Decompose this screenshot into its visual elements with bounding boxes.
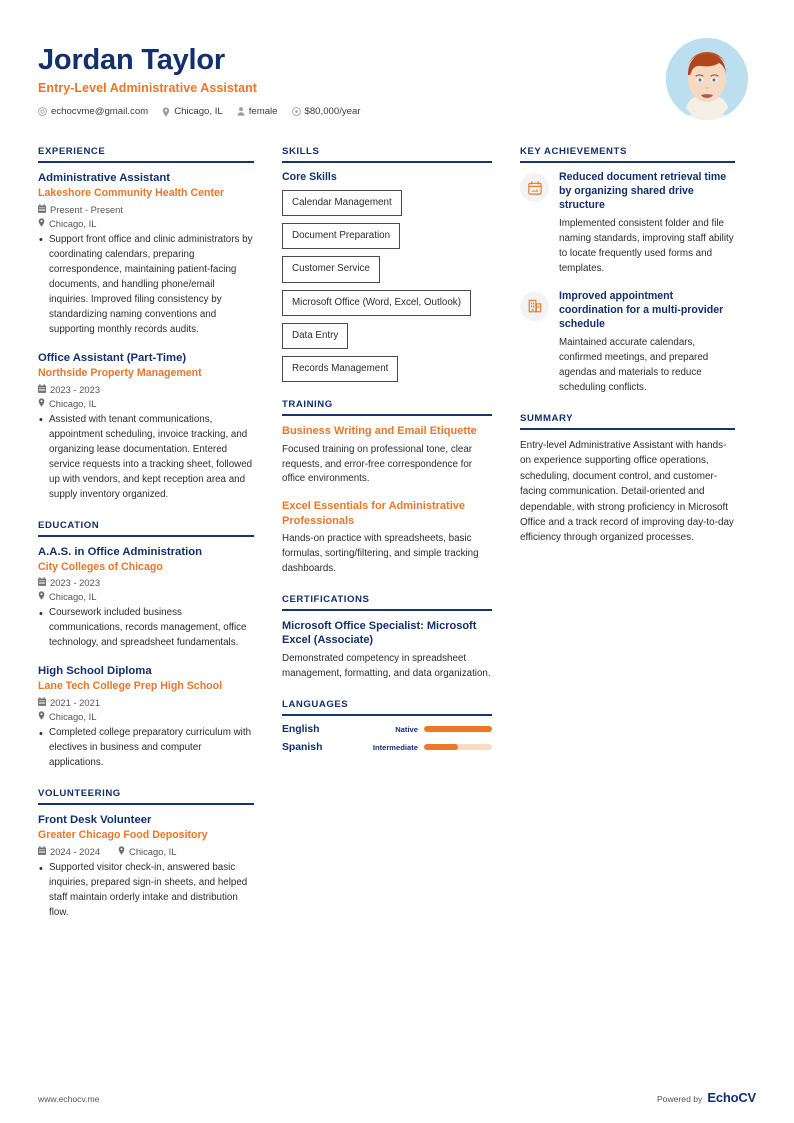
contact-salary-text: $80,000/year: [304, 106, 361, 118]
section-title-experience: EXPERIENCE: [38, 146, 254, 163]
skill-tag: Customer Service: [282, 256, 380, 282]
entry-title: Administrative Assistant: [38, 172, 171, 184]
section-education: [38, 520, 254, 772]
bullet-item: • Completed college preparatory curriculum with electives in business and computer applications.: [38, 726, 254, 771]
building-icon: [520, 292, 549, 321]
entry-bullets: [38, 861, 254, 921]
entry-location-text: Chicago, IL: [49, 397, 97, 409]
language-name: English: [282, 723, 320, 735]
section-languages: [282, 699, 492, 753]
calendar-icon: [38, 384, 46, 395]
section-training: [282, 399, 492, 577]
entry-organization: Greater Chicago Food Depository: [38, 829, 208, 842]
entry-bullets: [38, 233, 254, 338]
section-title-languages: LANGUAGES: [282, 699, 492, 716]
section-title-education: EDUCATION: [38, 520, 254, 537]
education-entry: [38, 664, 254, 771]
entry-organization: Lakeshore Community Health Center: [38, 187, 225, 200]
section-key-achievements: [520, 146, 735, 396]
experience-entry: [38, 351, 254, 503]
language-bar-fill: [424, 726, 492, 732]
entry-location: [38, 398, 254, 409]
entry-location: [38, 591, 254, 602]
entry-bullets: [38, 413, 254, 503]
entry-location: [118, 846, 176, 857]
entry-location: [38, 218, 254, 229]
language-name: Spanish: [282, 741, 323, 753]
achievement-item: [520, 171, 735, 277]
location-icon: [162, 107, 170, 117]
column-left: [38, 146, 254, 938]
achievement-title: Reduced document retrieval time by organizing shared drive structure: [559, 171, 727, 211]
entry-dates: [38, 846, 100, 857]
entry-dates-text: 2024 - 2024: [50, 846, 101, 858]
resume-header: [38, 36, 756, 120]
contact-email: [38, 106, 148, 117]
training-item: [282, 499, 492, 577]
entry-dates-text: 2023 - 2023: [50, 577, 101, 589]
location-icon: [38, 591, 45, 602]
volunteering-entry: [38, 813, 254, 921]
summary-text: Entry-level Administrative Assistant with hands-on experience supporting office operations, scheduling, document control, and customer-facing communication. Detail-oriented and dependable, with strong proficiency in Microsoft Office and a track record of improving day-to-day efficiency through organized processes.: [520, 439, 734, 544]
contact-email-text: echocvme@gmail.com: [51, 106, 149, 118]
entry-location: [38, 711, 254, 722]
achievement-body: [559, 290, 735, 396]
section-skills: [282, 146, 492, 382]
section-summary: [520, 413, 735, 546]
certification-item: [282, 619, 492, 682]
calendar-icon: [38, 697, 46, 708]
training-name: Excel Essentials for Administrative Professionals: [282, 500, 465, 527]
skill-tag: Records Management: [282, 356, 398, 382]
section-certifications: [282, 594, 492, 682]
entry-location-text: Chicago, IL: [129, 846, 177, 858]
page-title: Jordan Taylor: [38, 44, 226, 76]
section-title-summary: SUMMARY: [520, 413, 735, 430]
skills-subheading: Core Skills: [282, 171, 337, 183]
resume-columns: [38, 146, 756, 938]
achievement-description: Implemented consistent folder and file naming standards, improving staff ability to locate frequently used forms and templates.: [559, 217, 734, 274]
job-title: Entry-Level Administrative Assistant: [38, 81, 257, 96]
language-level: Native: [395, 724, 418, 734]
language-level: Intermediate: [372, 742, 418, 752]
bullet-item: • Supported visitor check-in, answered basic inquiries, prepared sign-in sheets, and helped staff maintain orderly intake and distribution flow.: [38, 861, 254, 921]
training-name: Business Writing and Email Etiquette: [282, 425, 477, 438]
entry-dates: [38, 204, 254, 215]
training-description: Focused training on professional tone, clear requests, and error-free correspondence for office environments.: [282, 443, 473, 485]
entry-location-text: Chicago, IL: [49, 217, 97, 229]
skill-tag: Calendar Management: [282, 190, 402, 216]
entry-bullets: [38, 606, 254, 651]
email-icon: [38, 107, 47, 116]
header-text-block: [38, 36, 361, 117]
entry-dates: [38, 697, 254, 708]
section-title-training: TRAINING: [282, 399, 492, 416]
training-item: [282, 424, 492, 487]
contact-row: [38, 106, 361, 117]
section-title-key-achievements: KEY ACHIEVEMENTS: [520, 146, 735, 163]
section-volunteering: [38, 788, 254, 921]
contact-gender-text: female: [248, 106, 278, 118]
footer-brand-name: EchoCV: [707, 1090, 756, 1105]
bullet-item: • Assisted with tenant communications, appointment scheduling, invoice tracking, and organizing lease documentation. Entered service requests into a tracking sheet, followed up with vendors, and kept reception area and supply inventory organized.: [38, 413, 254, 503]
footer-site-url: www.echocv.me: [38, 1094, 100, 1104]
section-title-certifications: CERTIFICATIONS: [282, 594, 492, 611]
calendar-icon: [38, 204, 46, 215]
entry-dates-text: Present - Present: [50, 203, 123, 215]
entry-location-text: Chicago, IL: [49, 711, 97, 723]
skill-tag: Microsoft Office (Word, Excel, Outlook): [282, 290, 471, 316]
location-icon: [38, 398, 45, 409]
contact-gender: [237, 106, 278, 117]
resume-footer: [38, 1090, 756, 1105]
language-bar: [424, 726, 492, 732]
entry-title: A.A.S. in Office Administration: [38, 545, 203, 558]
experience-entry: [38, 171, 254, 338]
skill-tag: Document Preparation: [282, 223, 400, 249]
avatar: [666, 38, 748, 120]
location-icon: [38, 218, 45, 229]
entry-title: Front Desk Volunteer: [38, 814, 152, 827]
achievement-description: Maintained accurate calendars, confirmed meetings, and prepared agendas and materials to reduce scheduling conflicts.: [559, 336, 709, 393]
calendar-icon: [520, 173, 549, 202]
achievement-body: [559, 171, 735, 277]
certification-description: Demonstrated competency in spreadsheet management, formatting, and data organization.: [282, 652, 491, 679]
location-icon: [118, 846, 125, 857]
language-row: [282, 724, 492, 735]
achievement-item: [520, 290, 735, 396]
entry-organization: Lane Tech College Prep High School: [38, 680, 223, 693]
language-row: [282, 742, 492, 753]
entry-dates: [38, 577, 254, 588]
column-middle: [282, 146, 492, 938]
training-description: Hands-on practice with spreadsheets, basic formulas, sorting/filtering, and simple tracking dashboards.: [282, 533, 479, 575]
skill-list: [282, 190, 492, 382]
person-icon: [237, 107, 245, 116]
contact-location: [162, 106, 223, 117]
entry-dates: [38, 384, 254, 395]
salary-icon: [292, 107, 301, 116]
section-title-skills: SKILLS: [282, 146, 492, 163]
bullet-item: • Support front office and clinic administrators by coordinating calendars, preparing correspondence, maintaining patient-facing documents, and handling phone/email inquiries. Improved filing consistency by standardizing naming conventions and supporting monthly records audits.: [38, 233, 254, 338]
contact-salary: [292, 106, 361, 117]
footer-powered-by-label: Powered by: [656, 1094, 703, 1104]
contact-location-text: Chicago, IL: [174, 106, 223, 118]
column-right: [520, 146, 735, 938]
entry-title: High School Diploma: [38, 665, 152, 678]
entry-organization: Northside Property Management: [38, 366, 202, 379]
bullet-item: • Coursework included business communications, records management, office technology, and spreadsheet fundamentals.: [38, 606, 254, 651]
entry-bullets: [38, 726, 254, 771]
calendar-icon: [38, 577, 46, 588]
calendar-icon: [38, 846, 46, 857]
location-icon: [38, 711, 45, 722]
language-bar: [424, 744, 492, 750]
entry-location-text: Chicago, IL: [49, 591, 97, 603]
language-bar-fill: [424, 744, 458, 750]
certification-name: Microsoft Office Specialist: Microsoft Excel (Associate): [282, 620, 477, 647]
entry-dates-text: 2021 - 2021: [50, 697, 101, 709]
section-title-volunteering: VOLUNTEERING: [38, 788, 254, 805]
entry-title: Office Assistant (Part-Time): [38, 351, 187, 364]
skill-tag: Data Entry: [282, 323, 348, 349]
entry-organization: City Colleges of Chicago: [38, 560, 163, 573]
education-entry: [38, 545, 254, 652]
entry-meta: [38, 846, 254, 857]
section-experience: [38, 146, 254, 503]
entry-dates-text: 2023 - 2023: [50, 383, 101, 395]
footer-branding: [657, 1090, 756, 1105]
profile-photo-illustration: [666, 38, 748, 120]
achievement-title: Improved appointment coordination for a multi-provider schedule: [559, 289, 724, 330]
